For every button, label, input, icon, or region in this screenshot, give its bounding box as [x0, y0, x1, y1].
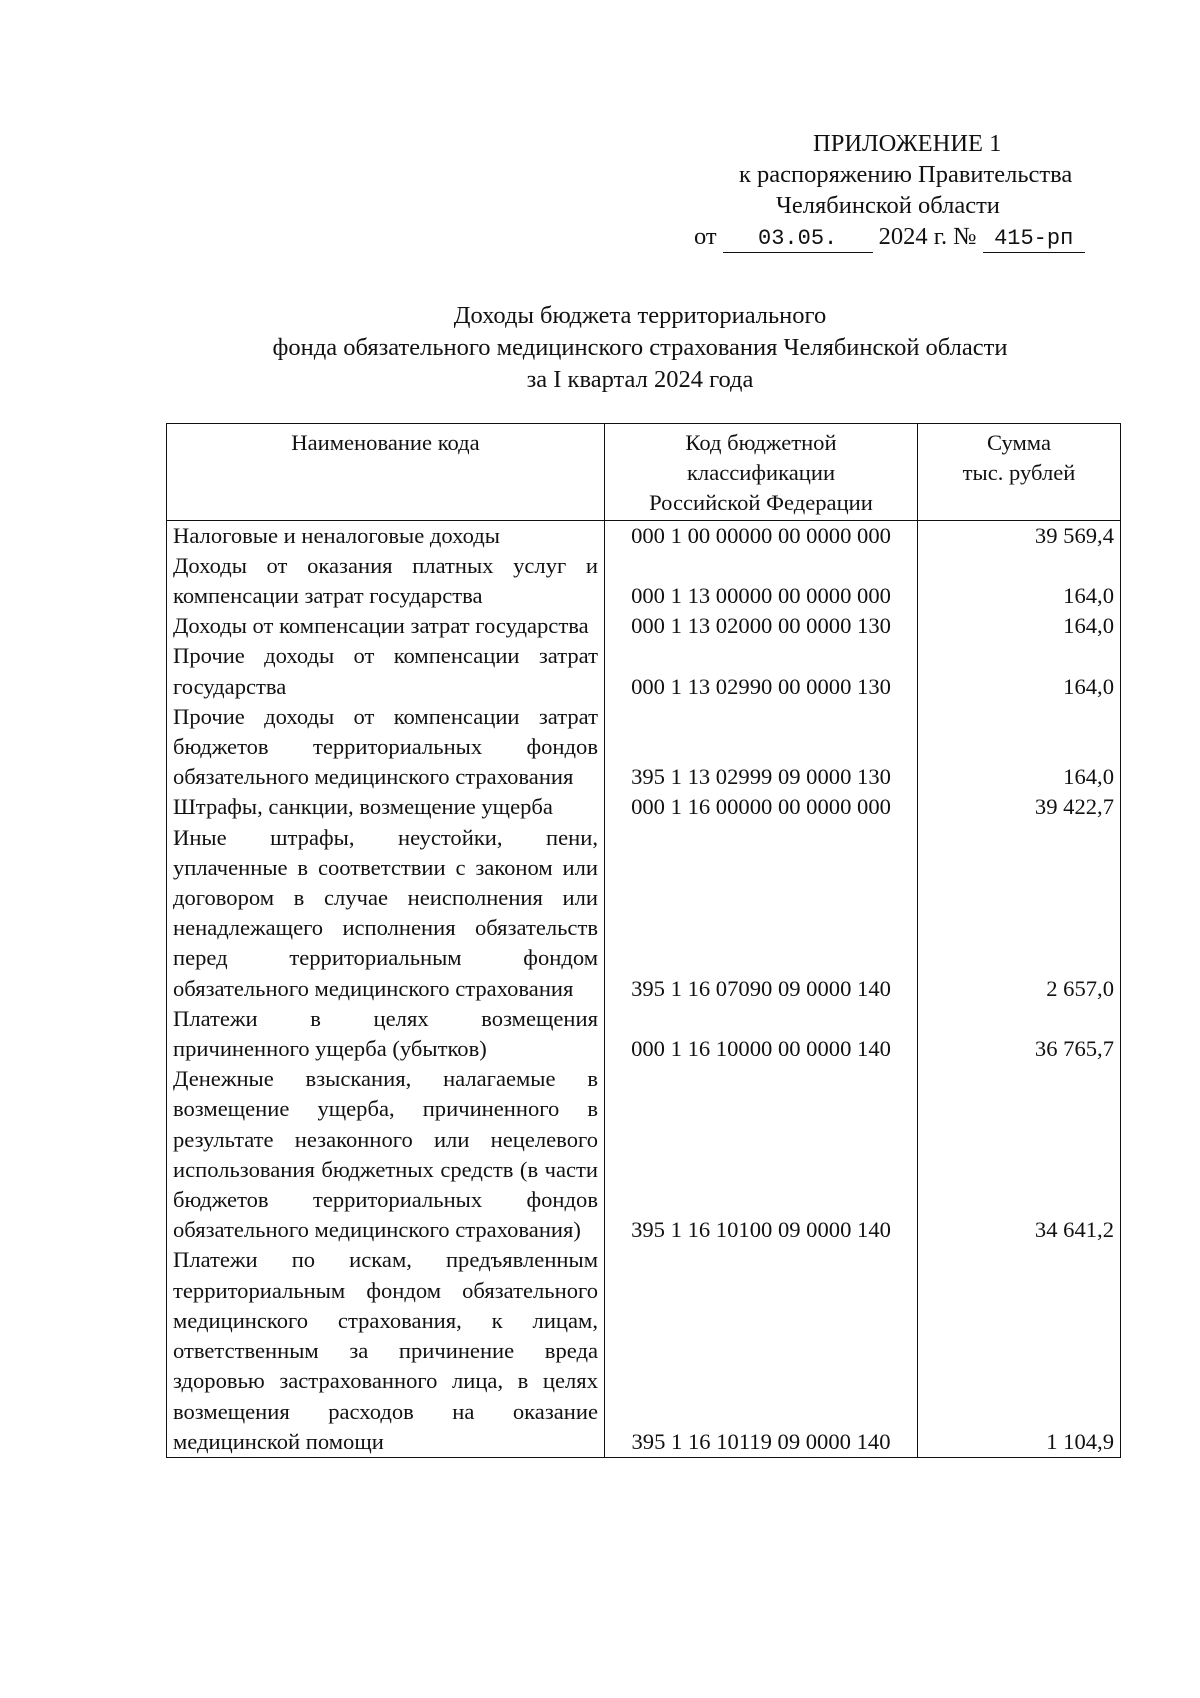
header-name: [167, 424, 605, 521]
header-code: [605, 424, 918, 521]
header-sum-line-2: тыс. рублей: [962, 460, 1076, 486]
row-code: 000 1 13 00000 00 0000 000: [605, 551, 918, 611]
header-sum: [918, 424, 1121, 521]
table-row: [167, 792, 1121, 822]
table-row: [167, 520, 1121, 551]
row-name: Штрафы, санкции, возмещение ущерба: [167, 792, 605, 822]
title-line-1: Доходы бюджета территориального: [453, 302, 827, 329]
table-row: [167, 641, 1121, 701]
row-name: Платежи в целях возмещения причиненного ущерба (убытков): [167, 1004, 605, 1064]
row-code: 000 1 16 00000 00 0000 000: [605, 792, 918, 822]
table-row: [167, 1245, 1121, 1457]
table-row: [167, 551, 1121, 611]
row-name: Прочие доходы от компенсации затрат государства: [167, 641, 605, 701]
header-code-line-3: Российской Федерации: [649, 490, 873, 516]
row-sum: 164,0: [918, 611, 1121, 641]
row-code: 395 1 16 10119 09 0000 140: [605, 1245, 918, 1457]
row-code: 000 1 13 02990 00 0000 130: [605, 641, 918, 701]
row-name: Иные штрафы, неустойки, пени, уплаченные в соответствии с законом или договором в случае неисполнения или ненадлежащего исполнения обязательств перед территориальным фондом обязательного медицинского страхования: [167, 823, 605, 1004]
row-sum: 34 641,2: [918, 1064, 1121, 1245]
table-row: [167, 611, 1121, 641]
row-sum: 164,0: [918, 551, 1121, 611]
row-name: Платежи по искам, предъявленным территориальным фондом обязательного медицинского страхования, к лицам, ответственным за причинение вреда здоровью застрахованного лица, в целях возмещения расходов на оказание медицинской помощи: [167, 1245, 605, 1457]
header-code-line-2: классификации: [686, 460, 836, 486]
header-code-line-1: Код бюджетной: [685, 430, 837, 455]
appendix-region: Челябинской области: [776, 192, 1000, 219]
row-sum: 2 657,0: [918, 823, 1121, 1004]
row-sum: 39 422,7: [918, 792, 1121, 822]
table-row: [167, 823, 1121, 1004]
order-year-label: 2024 г. №: [878, 223, 977, 250]
revenue-table: [166, 423, 1121, 1458]
row-code: 395 1 13 02999 09 0000 130: [605, 702, 918, 793]
title-line-2: фонда обязательного медицинского страхования Челябинской области: [272, 334, 1008, 361]
row-sum: 164,0: [918, 702, 1121, 793]
row-code: 000 1 00 00000 00 0000 000: [605, 520, 918, 551]
row-sum: 164,0: [918, 641, 1121, 701]
title-line-3: за I квартал 2024 года: [526, 366, 754, 393]
appendix-date-line: [600, 221, 1120, 253]
header-sum-line-1: Сумма: [987, 430, 1051, 455]
header-name-text: Наименование кода: [291, 430, 480, 455]
row-name: Денежные взыскания, налагаемые в возмещение ущерба, причиненного в результате незаконного или нецелевого использования бюджетных средств (в части бюджетов территориальных фондов обязательного медицинского страхования): [167, 1064, 605, 1245]
from-label: от: [694, 223, 717, 250]
appendix-reference: к распоряжению Правительства: [739, 161, 1073, 188]
order-date: 03.05.: [723, 226, 873, 253]
row-name: Налоговые и неналоговые доходы: [167, 520, 605, 551]
table-row: [167, 1004, 1121, 1064]
document-title: [160, 300, 1120, 396]
table-header-row: [167, 424, 1121, 521]
appendix-header: [600, 128, 1120, 253]
row-code: 395 1 16 10100 09 0000 140: [605, 1064, 918, 1245]
row-code: 395 1 16 07090 09 0000 140: [605, 823, 918, 1004]
table-row: [167, 702, 1121, 793]
row-name: Доходы от компенсации затрат государства: [167, 611, 605, 641]
row-sum: 36 765,7: [918, 1004, 1121, 1064]
table-row: [167, 1064, 1121, 1245]
row-sum: 39 569,4: [918, 520, 1121, 551]
row-code: 000 1 13 02000 00 0000 130: [605, 611, 918, 641]
row-name: Прочие доходы от компенсации затрат бюджетов территориальных фондов обязательного медицинского страхования: [167, 702, 605, 793]
order-number: 415-рп: [983, 226, 1085, 253]
appendix-title: ПРИЛОЖЕНИЕ 1: [813, 130, 1002, 157]
row-sum: 1 104,9: [918, 1245, 1121, 1457]
row-name: Доходы от оказания платных услуг и компенсации затрат государства: [167, 551, 605, 611]
row-code: 000 1 16 10000 00 0000 140: [605, 1004, 918, 1064]
